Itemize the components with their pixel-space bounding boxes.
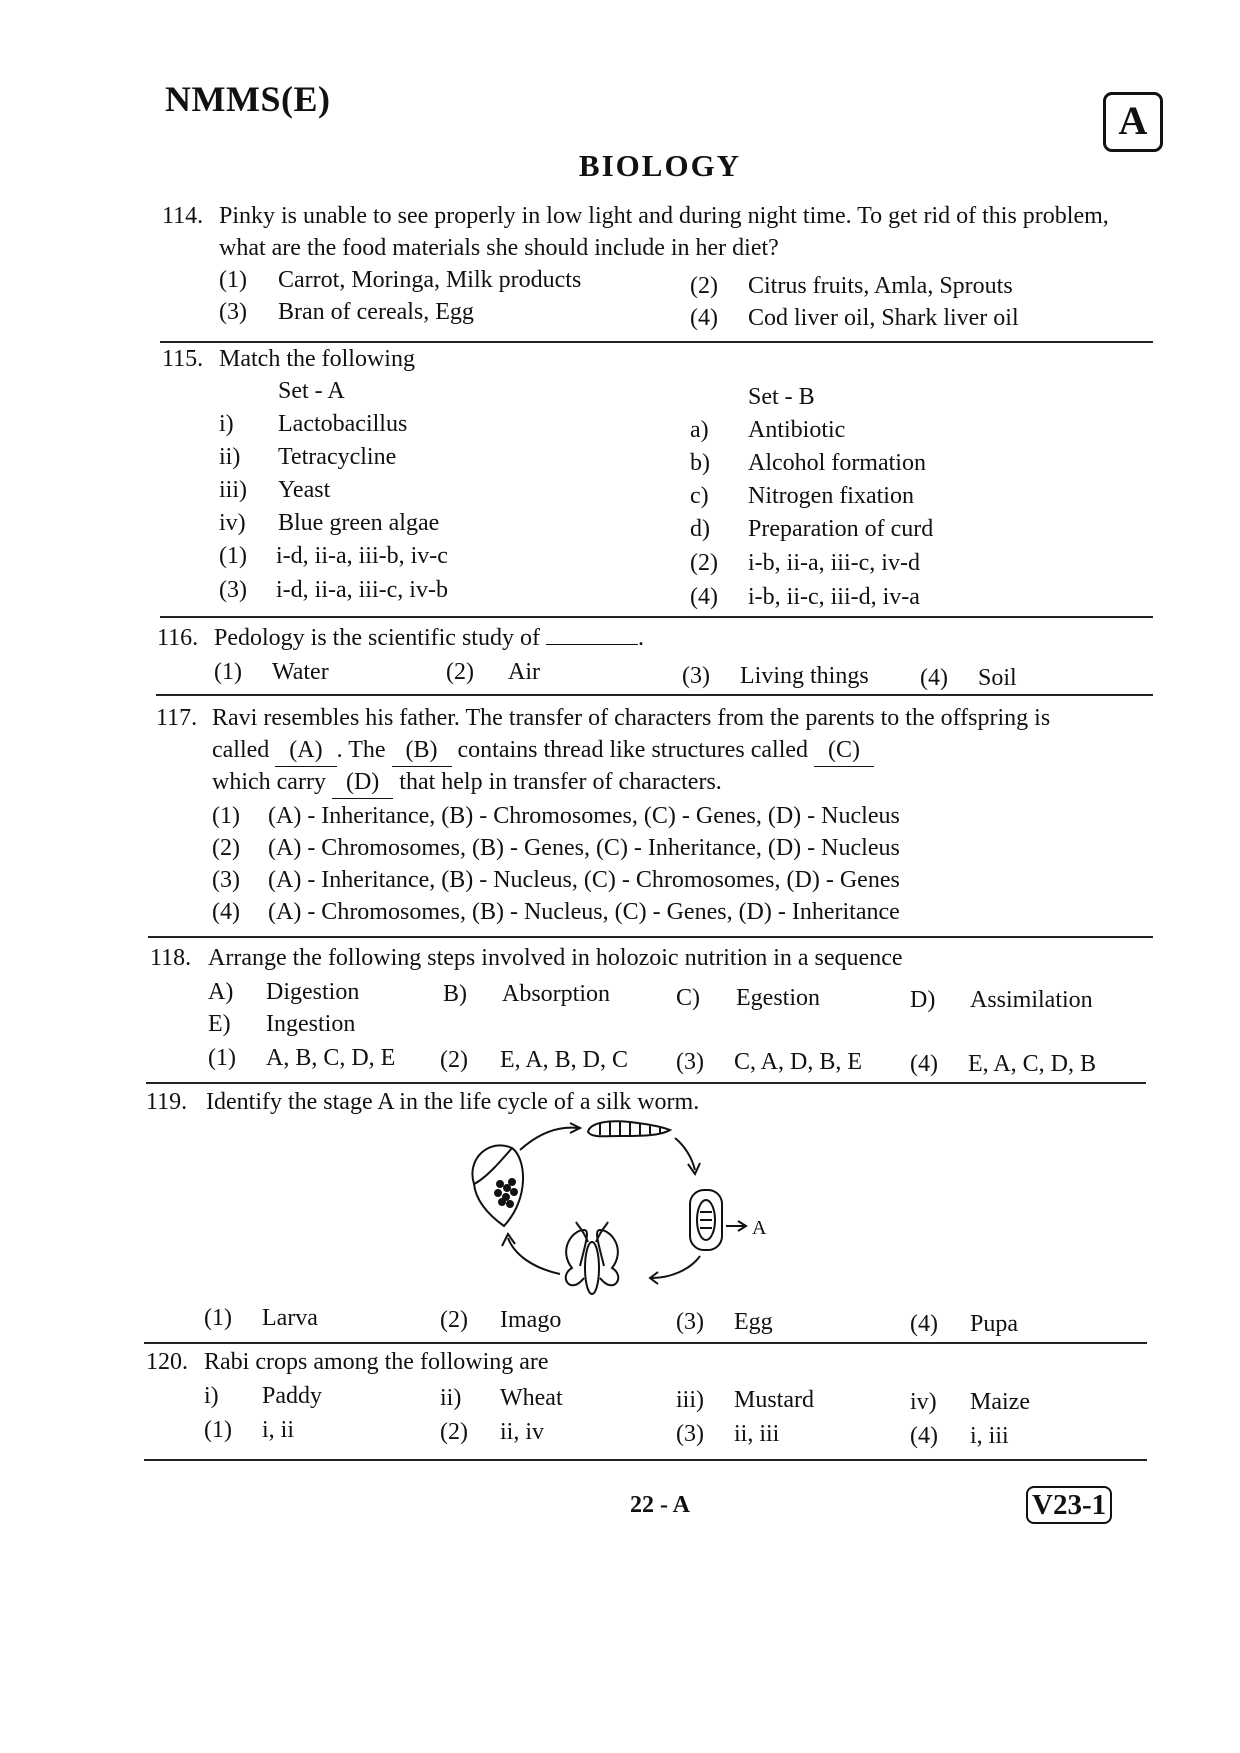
step-key: D): [910, 987, 936, 1013]
divider: [144, 1342, 1147, 1344]
option-number: (3): [219, 299, 247, 325]
question-number: 117.: [156, 705, 198, 731]
set-a-item: Tetracycline: [278, 444, 397, 470]
option-text[interactable]: i-b, ii-a, iii-c, iv-d: [748, 550, 920, 576]
option-number: (1): [212, 803, 240, 829]
stem-part: contains thread like structures called: [457, 737, 809, 763]
item-text: Wheat: [500, 1385, 563, 1411]
divider: [148, 936, 1153, 938]
subject-title: BIOLOGY: [578, 148, 742, 183]
question-text: Arrange the following steps involved in holozoic nutrition in a sequence: [208, 945, 903, 971]
silkworm-life-cycle-figure: [460, 1118, 840, 1318]
set-b-key: b): [690, 450, 710, 476]
divider: [160, 616, 1153, 618]
option-text[interactable]: E, A, B, D, C: [500, 1047, 629, 1073]
page-number: 22 - A: [630, 1492, 690, 1518]
option-number: (3): [219, 577, 247, 603]
option-text[interactable]: C, A, D, B, E: [734, 1049, 863, 1075]
step-text: Egestion: [736, 985, 820, 1011]
option-number: (4): [690, 584, 718, 610]
question-stem: Pedology is the scientific study of: [214, 625, 540, 651]
item-key: i): [204, 1383, 219, 1409]
set-a-key: iv): [219, 510, 246, 536]
question-number: 115.: [162, 346, 204, 372]
set-a-item: Yeast: [278, 477, 331, 503]
option-number: (2): [212, 835, 240, 861]
option-text[interactable]: Egg: [734, 1309, 773, 1335]
set-a-item: Lactobacillus: [278, 411, 408, 437]
option-number: (1): [204, 1417, 232, 1443]
option-number: (2): [440, 1307, 468, 1333]
adult-moth: [566, 1222, 618, 1294]
item-key: ii): [440, 1385, 462, 1411]
set-b-item: Antibiotic: [748, 417, 846, 443]
stem-part: which carry: [212, 769, 326, 795]
question-number: 119.: [146, 1089, 188, 1115]
question-number: 116.: [157, 625, 199, 651]
item-key: iii): [676, 1387, 704, 1413]
set-a-title: Set - A: [278, 378, 345, 404]
set-b-title: Set - B: [748, 384, 815, 410]
stem-part: that help in transfer of characters.: [399, 769, 722, 795]
exam-code: NMMS(E): [165, 79, 331, 119]
set-a-item: Blue green algae: [278, 510, 440, 536]
item-text: Mustard: [734, 1387, 814, 1413]
question-text: Identify the stage A in the life cycle of a silk worm.: [206, 1089, 700, 1115]
option-number: (4): [920, 665, 948, 691]
option-text[interactable]: E, A, C, D, B: [968, 1051, 1097, 1077]
option-number: (3): [212, 867, 240, 893]
stem-part: called: [212, 737, 270, 763]
option-number: (3): [682, 663, 710, 689]
option-number: (4): [212, 899, 240, 925]
set-letter-badge: A: [1103, 92, 1163, 152]
question-text: [212, 734, 874, 767]
step-text: Digestion: [266, 979, 360, 1005]
option-text[interactable]: (A) - Inheritance, (B) - Nucleus, (C) - Chromosomes, (D) - Genes: [268, 867, 900, 893]
set-b-key: a): [690, 417, 709, 443]
question-text: what are the food materials she should include in her diet?: [219, 235, 779, 261]
option-number: (2): [690, 550, 718, 576]
option-number: (4): [910, 1051, 938, 1077]
question-number: 118.: [150, 945, 192, 971]
blank-d: (D): [332, 766, 393, 799]
option-number: (1): [204, 1305, 232, 1331]
option-text[interactable]: (A) - Chromosomes, (B) - Genes, (C) - Inheritance, (D) - Nucleus: [268, 835, 900, 861]
option-number: (3): [676, 1309, 704, 1335]
step-key: A): [208, 979, 234, 1005]
option-number: (2): [446, 659, 474, 685]
option-text[interactable]: (A) - Inheritance, (B) - Chromosomes, (C) - Genes, (D) - Nucleus: [268, 803, 900, 829]
pupa-cocoon: [690, 1190, 722, 1250]
option-text[interactable]: Imago: [500, 1307, 562, 1333]
option-text[interactable]: (A) - Chromosomes, (B) - Nucleus, (C) - Genes, (D) - Inheritance: [268, 899, 900, 925]
step-text: Ingestion: [266, 1011, 356, 1037]
option-text[interactable]: i, ii: [262, 1417, 295, 1443]
set-b-item: Nitrogen fixation: [748, 483, 914, 509]
option-text[interactable]: Air: [508, 659, 540, 685]
option-text[interactable]: Water: [272, 659, 329, 685]
option-text[interactable]: ii, iv: [500, 1419, 545, 1445]
option-text[interactable]: A, B, C, D, E: [266, 1045, 396, 1071]
option-text[interactable]: Soil: [978, 665, 1017, 691]
question-text: Rabi crops among the following are: [204, 1349, 549, 1375]
egg-cluster: [495, 1179, 517, 1207]
option-number: (3): [676, 1421, 704, 1447]
divider: [146, 1082, 1146, 1084]
question-text: Match the following: [219, 346, 415, 372]
question-number: 120.: [146, 1349, 188, 1375]
question-number: 114.: [162, 203, 204, 229]
option-number: (2): [440, 1419, 468, 1445]
option-number: (1): [219, 543, 247, 569]
option-number: (1): [214, 659, 242, 685]
set-b-key: d): [690, 516, 710, 542]
set-b-item: Preparation of curd: [748, 516, 934, 542]
blank-b: (B): [392, 734, 452, 767]
option-text[interactable]: ii, iii: [734, 1421, 780, 1447]
set-b-item: Alcohol formation: [748, 450, 926, 476]
option-text[interactable]: Citrus fruits, Amla, Sprouts: [748, 273, 1013, 299]
option-text[interactable]: i-d, ii-a, iii-b, iv-c: [276, 543, 448, 569]
option-text[interactable]: Cod liver oil, Shark liver oil: [748, 305, 1019, 331]
larva-caterpillar: [588, 1121, 670, 1136]
option-text[interactable]: Carrot, Moringa, Milk products: [278, 267, 582, 293]
option-number: (1): [208, 1045, 236, 1071]
step-key: B): [443, 981, 467, 1007]
option-text[interactable]: Larva: [262, 1305, 318, 1331]
set-b-key: c): [690, 483, 709, 509]
option-number: (4): [910, 1423, 938, 1449]
question-text: Pinky is unable to see properly in low light and during night time. To get rid of this problem,: [219, 203, 1109, 229]
stem-part: . The: [336, 737, 386, 763]
option-number: (2): [690, 273, 718, 299]
step-text: Absorption: [502, 981, 610, 1007]
question-text: [212, 766, 722, 799]
option-text[interactable]: i-b, ii-c, iii-d, iv-a: [748, 584, 920, 610]
option-text[interactable]: Pupa: [970, 1311, 1018, 1337]
set-a-key: i): [219, 411, 234, 437]
option-number: (2): [440, 1047, 468, 1073]
item-key: iv): [910, 1389, 937, 1415]
option-text[interactable]: Bran of cereals, Egg: [278, 299, 474, 325]
option-text[interactable]: i, iii: [970, 1423, 1009, 1449]
option-number: (4): [910, 1311, 938, 1337]
answer-blank: [546, 644, 638, 645]
question-end: .: [637, 625, 644, 651]
divider: [156, 694, 1153, 696]
question-text: Ravi resembles his father. The transfer of characters from the parents to the offspring is: [212, 705, 1051, 731]
step-key: E): [208, 1011, 231, 1037]
step-key: C): [676, 985, 700, 1011]
blank-c: (C): [814, 734, 874, 767]
step-text: Assimilation: [970, 987, 1093, 1013]
option-number: (4): [690, 305, 718, 331]
set-a-key: ii): [219, 444, 241, 470]
option-number: (3): [676, 1049, 704, 1075]
figure-label-a: A: [752, 1217, 767, 1239]
question-text: [214, 622, 644, 654]
version-code-badge: V23-1: [1026, 1486, 1112, 1524]
divider: [144, 1459, 1147, 1461]
option-text[interactable]: Living things: [740, 663, 869, 689]
set-a-key: iii): [219, 477, 247, 503]
option-text[interactable]: i-d, ii-a, iii-c, iv-b: [276, 577, 448, 603]
blank-a: (A): [275, 734, 336, 767]
item-text: Maize: [970, 1389, 1030, 1415]
option-number: (1): [219, 267, 247, 293]
item-text: Paddy: [262, 1383, 322, 1409]
